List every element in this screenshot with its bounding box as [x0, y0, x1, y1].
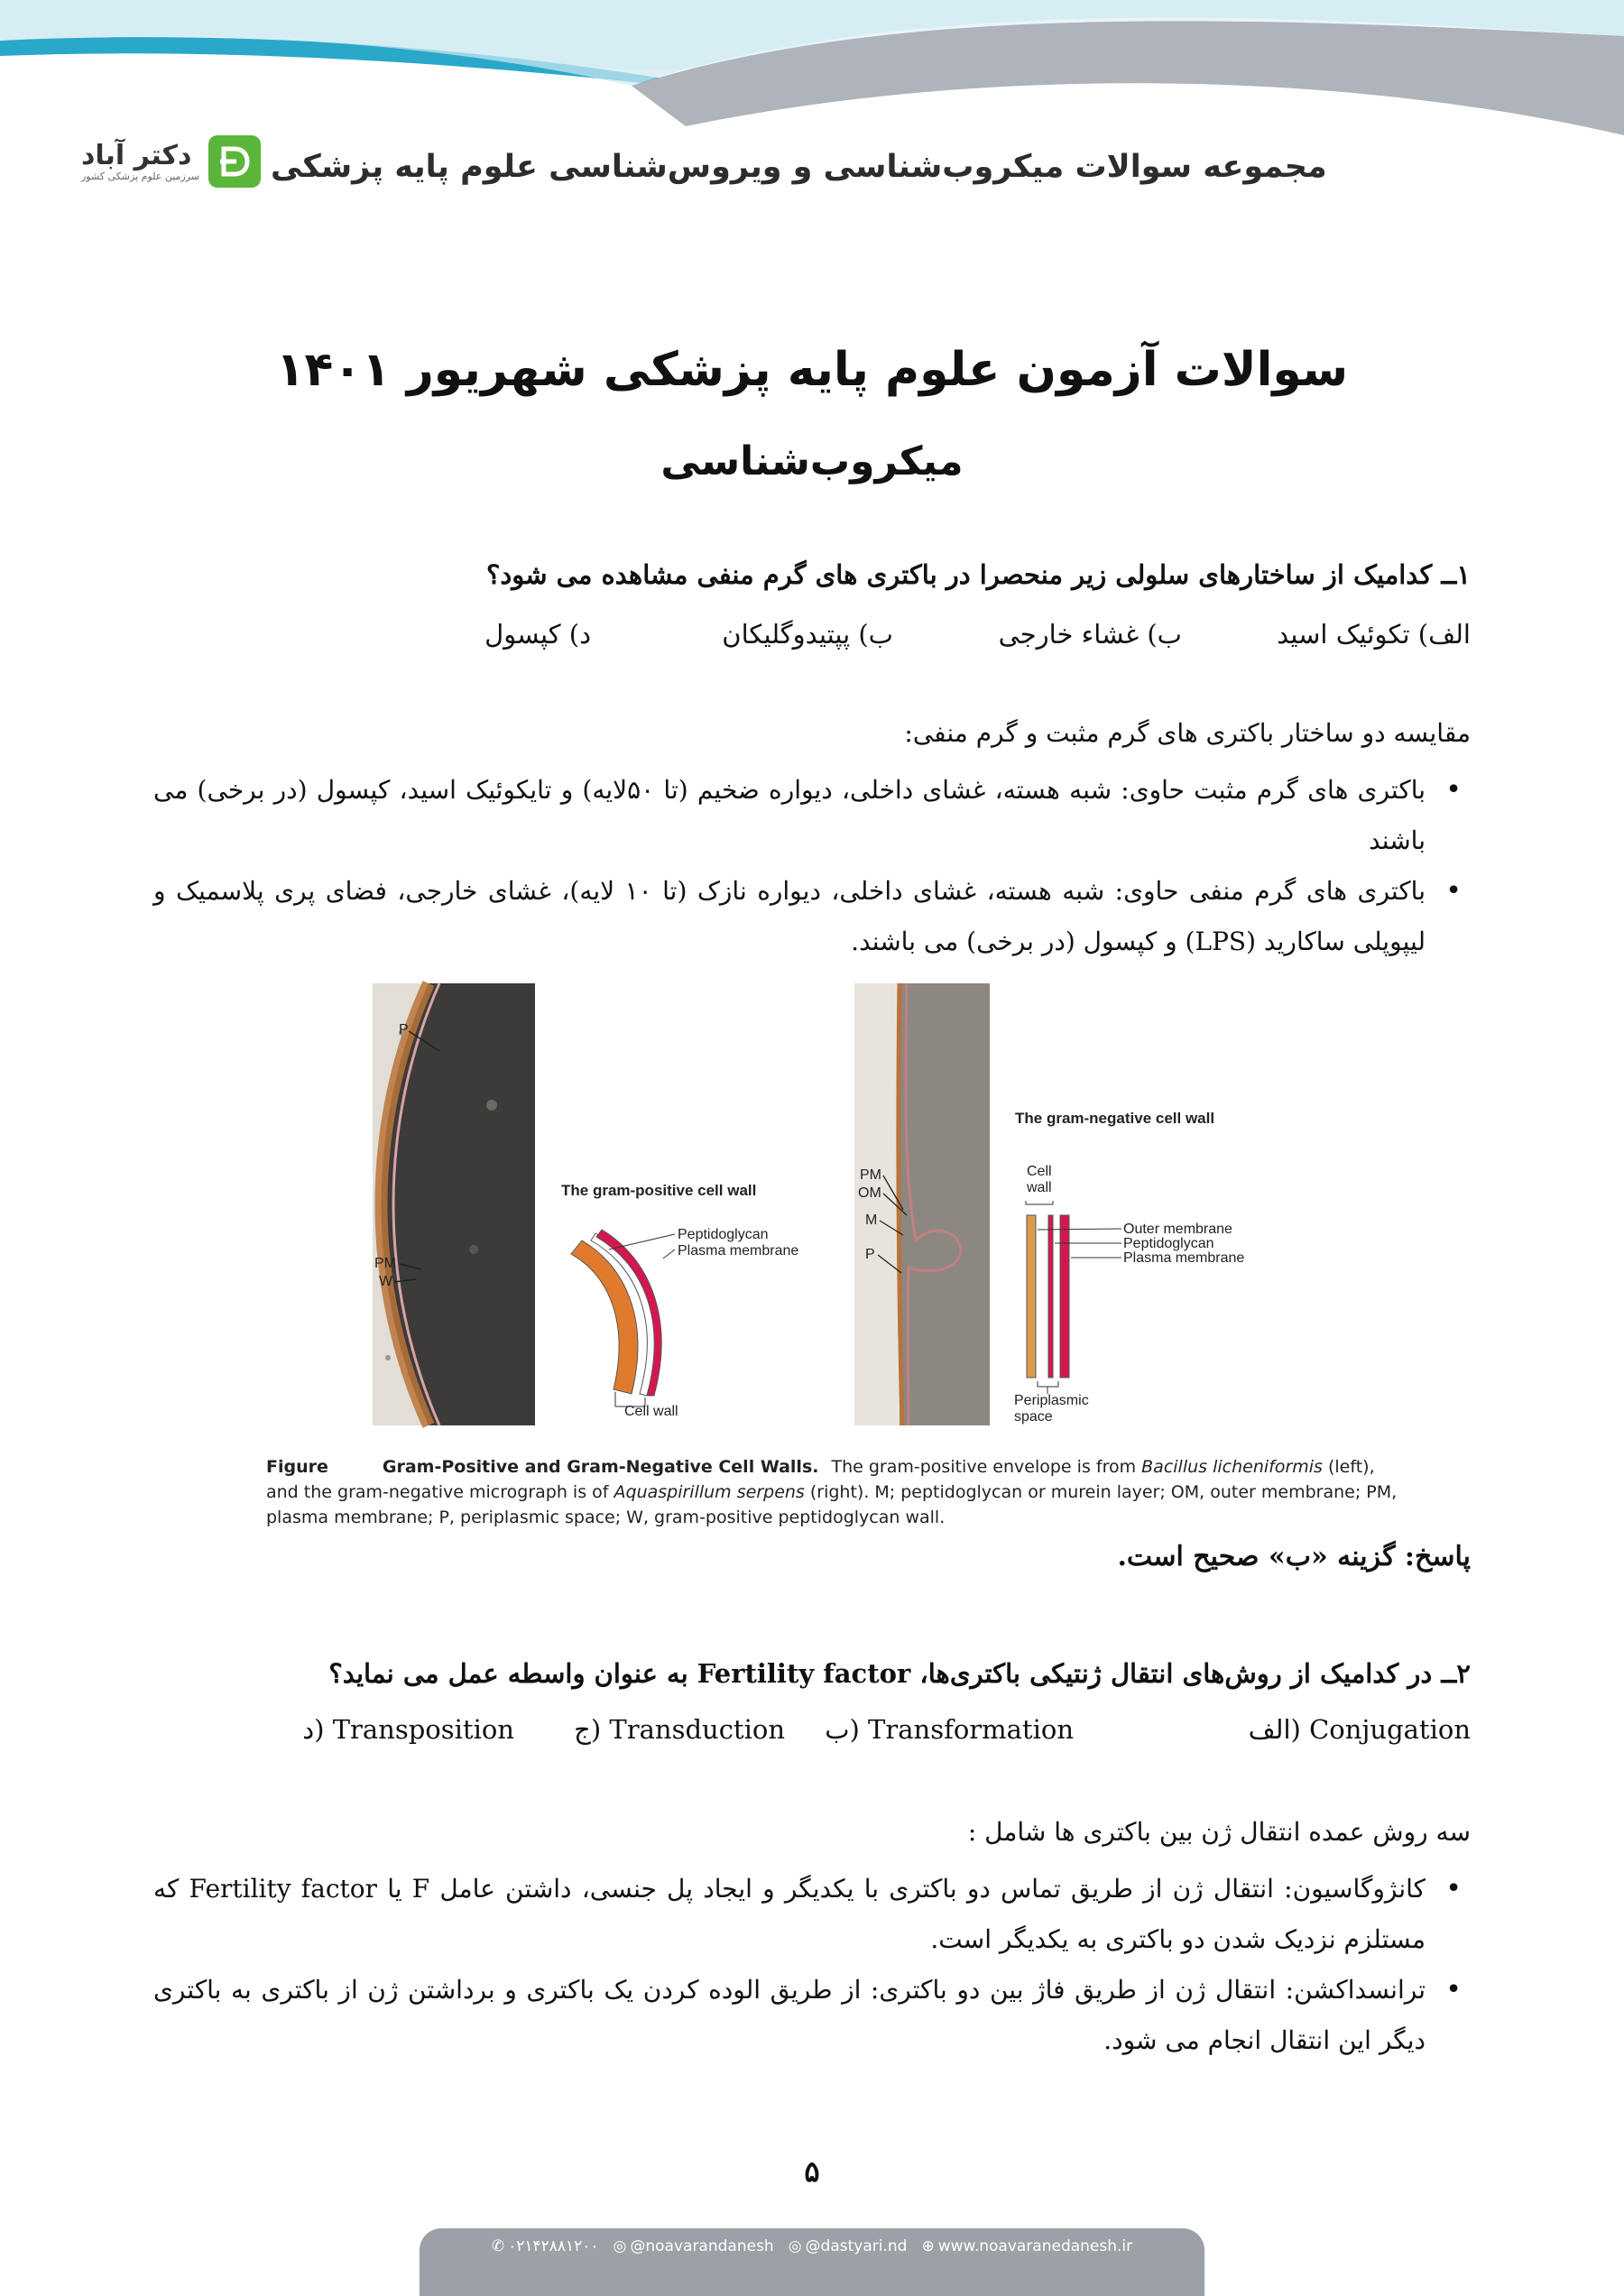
list-item: • باکتری های گرم مثبت حاوی: شبه هسته، غشای داخلی، دیواره ضخیم (تا ۵۰لایه) و تایکوئیک اسید، کپسول (در برخی) می باشند: [153, 765, 1471, 866]
diagram-gram-positive: [561, 1182, 798, 1419]
micro-left-label-p: P: [399, 1022, 409, 1037]
list-item: • ترانسداکشن: انتقال ژن از طریق فاژ بین دو باکتری: از طریق الوده کردن یک باکتری و برداشتن ژن از باکتری به باکتری دیگر این انتقال انجام می شود.: [153, 1965, 1471, 2066]
q2-explanation-intro: سه روش عمده انتقال ژن بین باکتری ها شامل :: [967, 1817, 1471, 1847]
question-2-options: [153, 1714, 1471, 1754]
question-2-text: به عنوان واسطه عمل می نماید؟: [328, 1658, 697, 1689]
series-title: مجموعه سوالات میکروب‌شناسی و ویروس‌شناسی علوم پایه پزشکی: [271, 149, 1327, 185]
micro-right-label-pm: PM: [860, 1167, 881, 1183]
gn-label-plasma-membrane: Plasma membrane: [1123, 1250, 1245, 1266]
option-a: الف) Conjugation: [1248, 1714, 1471, 1745]
globe-icon: ⊕: [921, 2237, 935, 2255]
brand-logo: [81, 135, 261, 188]
footer-website-text: www.noavaranedanesh.ir: [937, 2237, 1133, 2255]
option-a: الف) تکوئیک اسید: [1277, 619, 1471, 650]
page-title: سوالات آزمون علوم پایه پزشکی شهریور ۱۴۰۱: [275, 343, 1349, 397]
micrograph-gram-negative: [854, 983, 990, 1425]
footer-website[interactable]: [921, 2237, 1132, 2255]
figure-caption: [266, 1454, 1403, 1530]
footer-bar: [420, 2228, 1204, 2296]
question-2-text: ۲ــ در کدامیک از روش‌های انتقال ژنتیکی باکتری‌ها،: [910, 1658, 1471, 1689]
gn-cell-wall-line1: Cell: [1027, 1164, 1052, 1179]
gp-label-peptidoglycan: Peptidoglycan: [678, 1227, 769, 1242]
footer-instagram-2-text: @dastyari.nd: [805, 2237, 908, 2255]
micro-right-label-p: P: [865, 1247, 875, 1262]
gp-label-plasma-membrane: Plasma membrane: [678, 1243, 799, 1259]
footer-instagram-2[interactable]: [789, 2237, 908, 2255]
gn-cell-wall-line2: wall: [1027, 1180, 1052, 1195]
page-number: ۵: [804, 2154, 820, 2189]
footer-instagram-1-text: @noavarandanesh: [630, 2237, 774, 2255]
logo-tagline: سرزمین علوم پزشکی کشور: [81, 170, 200, 182]
gram-negative-heading: The gram-negative cell wall: [1015, 1110, 1215, 1127]
caption-text: (left), and the gram-negative micrograph is of: [266, 1457, 1375, 1502]
logo-d-icon: [217, 143, 253, 180]
caption-text: The gram-positive envelope is from: [831, 1457, 1142, 1477]
question-1-options: [153, 619, 1471, 659]
question-1: ۱ــ کدامیک از ساختارهای سلولی زیر منحصرا در باکتری های گرم منفی مشاهده می شود؟: [486, 559, 1471, 590]
gn-label-outer-membrane: Outer membrane: [1123, 1222, 1232, 1237]
subject-title: میکروب‌شناسی: [660, 438, 964, 484]
list-item: • باکتری های گرم منفی حاوی: شبه هسته، غشای داخلی، دیواره نازک (تا ۱۰ لایه)، غشای خارجی، فضای پری پلاسمیک و لیپوپلی ساکارید (LPS) و کپسول (در برخی) می باشند.: [153, 866, 1471, 967]
micro-right-label-om: OM: [858, 1185, 881, 1201]
diagram-gram-negative: [1014, 1110, 1244, 1425]
option-c: ج) Transduction: [574, 1714, 785, 1745]
phone-icon: ✆: [491, 2237, 505, 2255]
caption-text: (right). M; peptidoglycan or murein layer; OM, outer membrane; PM, plasma membrane; P, periplasmic space; W, gram-positive peptidoglycan wall.: [266, 1482, 1398, 1527]
gn-label-peptidoglycan: Peptidoglycan: [1123, 1236, 1214, 1251]
footer-phone-text: ۰۲۱۴۲۸۸۱۲۰۰: [508, 2237, 599, 2255]
q1-explanation-list: [153, 765, 1471, 967]
gram-positive-heading: The gram-positive cell wall: [561, 1182, 757, 1199]
cell-wall-figure: [266, 979, 1331, 1430]
q1-explanation-intro: مقایسه دو ساختار باکتری های گرم مثبت و گرم منفی:: [904, 718, 1471, 748]
option-d: د) Transposition: [302, 1714, 514, 1745]
caption-figure-label: Figure: [266, 1457, 328, 1477]
question-2: [153, 1658, 1471, 1689]
question-2-term: Fertility factor: [697, 1658, 911, 1689]
q2-explanation-list: [153, 1864, 1471, 2066]
option-d: د) کپسول: [484, 619, 591, 650]
micro-right-label-m: M: [865, 1213, 878, 1228]
list-item: • کانژوگاسیون: انتقال ژن از طریق تماس دو باکتری با یکدیگر و ایجاد پل جنسی، داشتن عامل F یا Fertility factor که مستلزم نزدیک شدن دو باکتری به یکدیگر است.: [153, 1864, 1471, 1965]
micrograph-gram-positive: [373, 983, 535, 1425]
micro-left-label-pm: PM: [374, 1256, 396, 1271]
micro-left-label-w: W: [379, 1274, 393, 1289]
option-c: ب) پپتیدوگلیکان: [722, 619, 893, 650]
footer-instagram-1[interactable]: [614, 2237, 774, 2255]
gn-periplasmic-line1: Periplasmic: [1014, 1393, 1089, 1408]
logo-name: دکتر آباد: [81, 139, 192, 171]
instagram-icon: ◎: [613, 2237, 627, 2255]
gp-label-cell-wall: Cell wall: [624, 1404, 678, 1419]
option-b: ب) Transformation: [825, 1714, 1074, 1745]
option-b: ب) غشاء خارجی: [998, 619, 1182, 650]
gn-periplasmic-line2: space: [1014, 1409, 1053, 1425]
caption-title: Gram-Positive and Gram-Negative Cell Walls.: [382, 1457, 819, 1477]
q1-answer: پاسخ: گزینه «ب» صحیح است.: [1117, 1541, 1471, 1572]
footer-phone: [492, 2237, 599, 2255]
caption-species: Aquaspirillum serpens: [614, 1482, 805, 1502]
instagram-icon: ◎: [788, 2237, 802, 2255]
logo-mark: [208, 135, 261, 188]
caption-species: Bacillus licheniformis: [1141, 1457, 1323, 1477]
